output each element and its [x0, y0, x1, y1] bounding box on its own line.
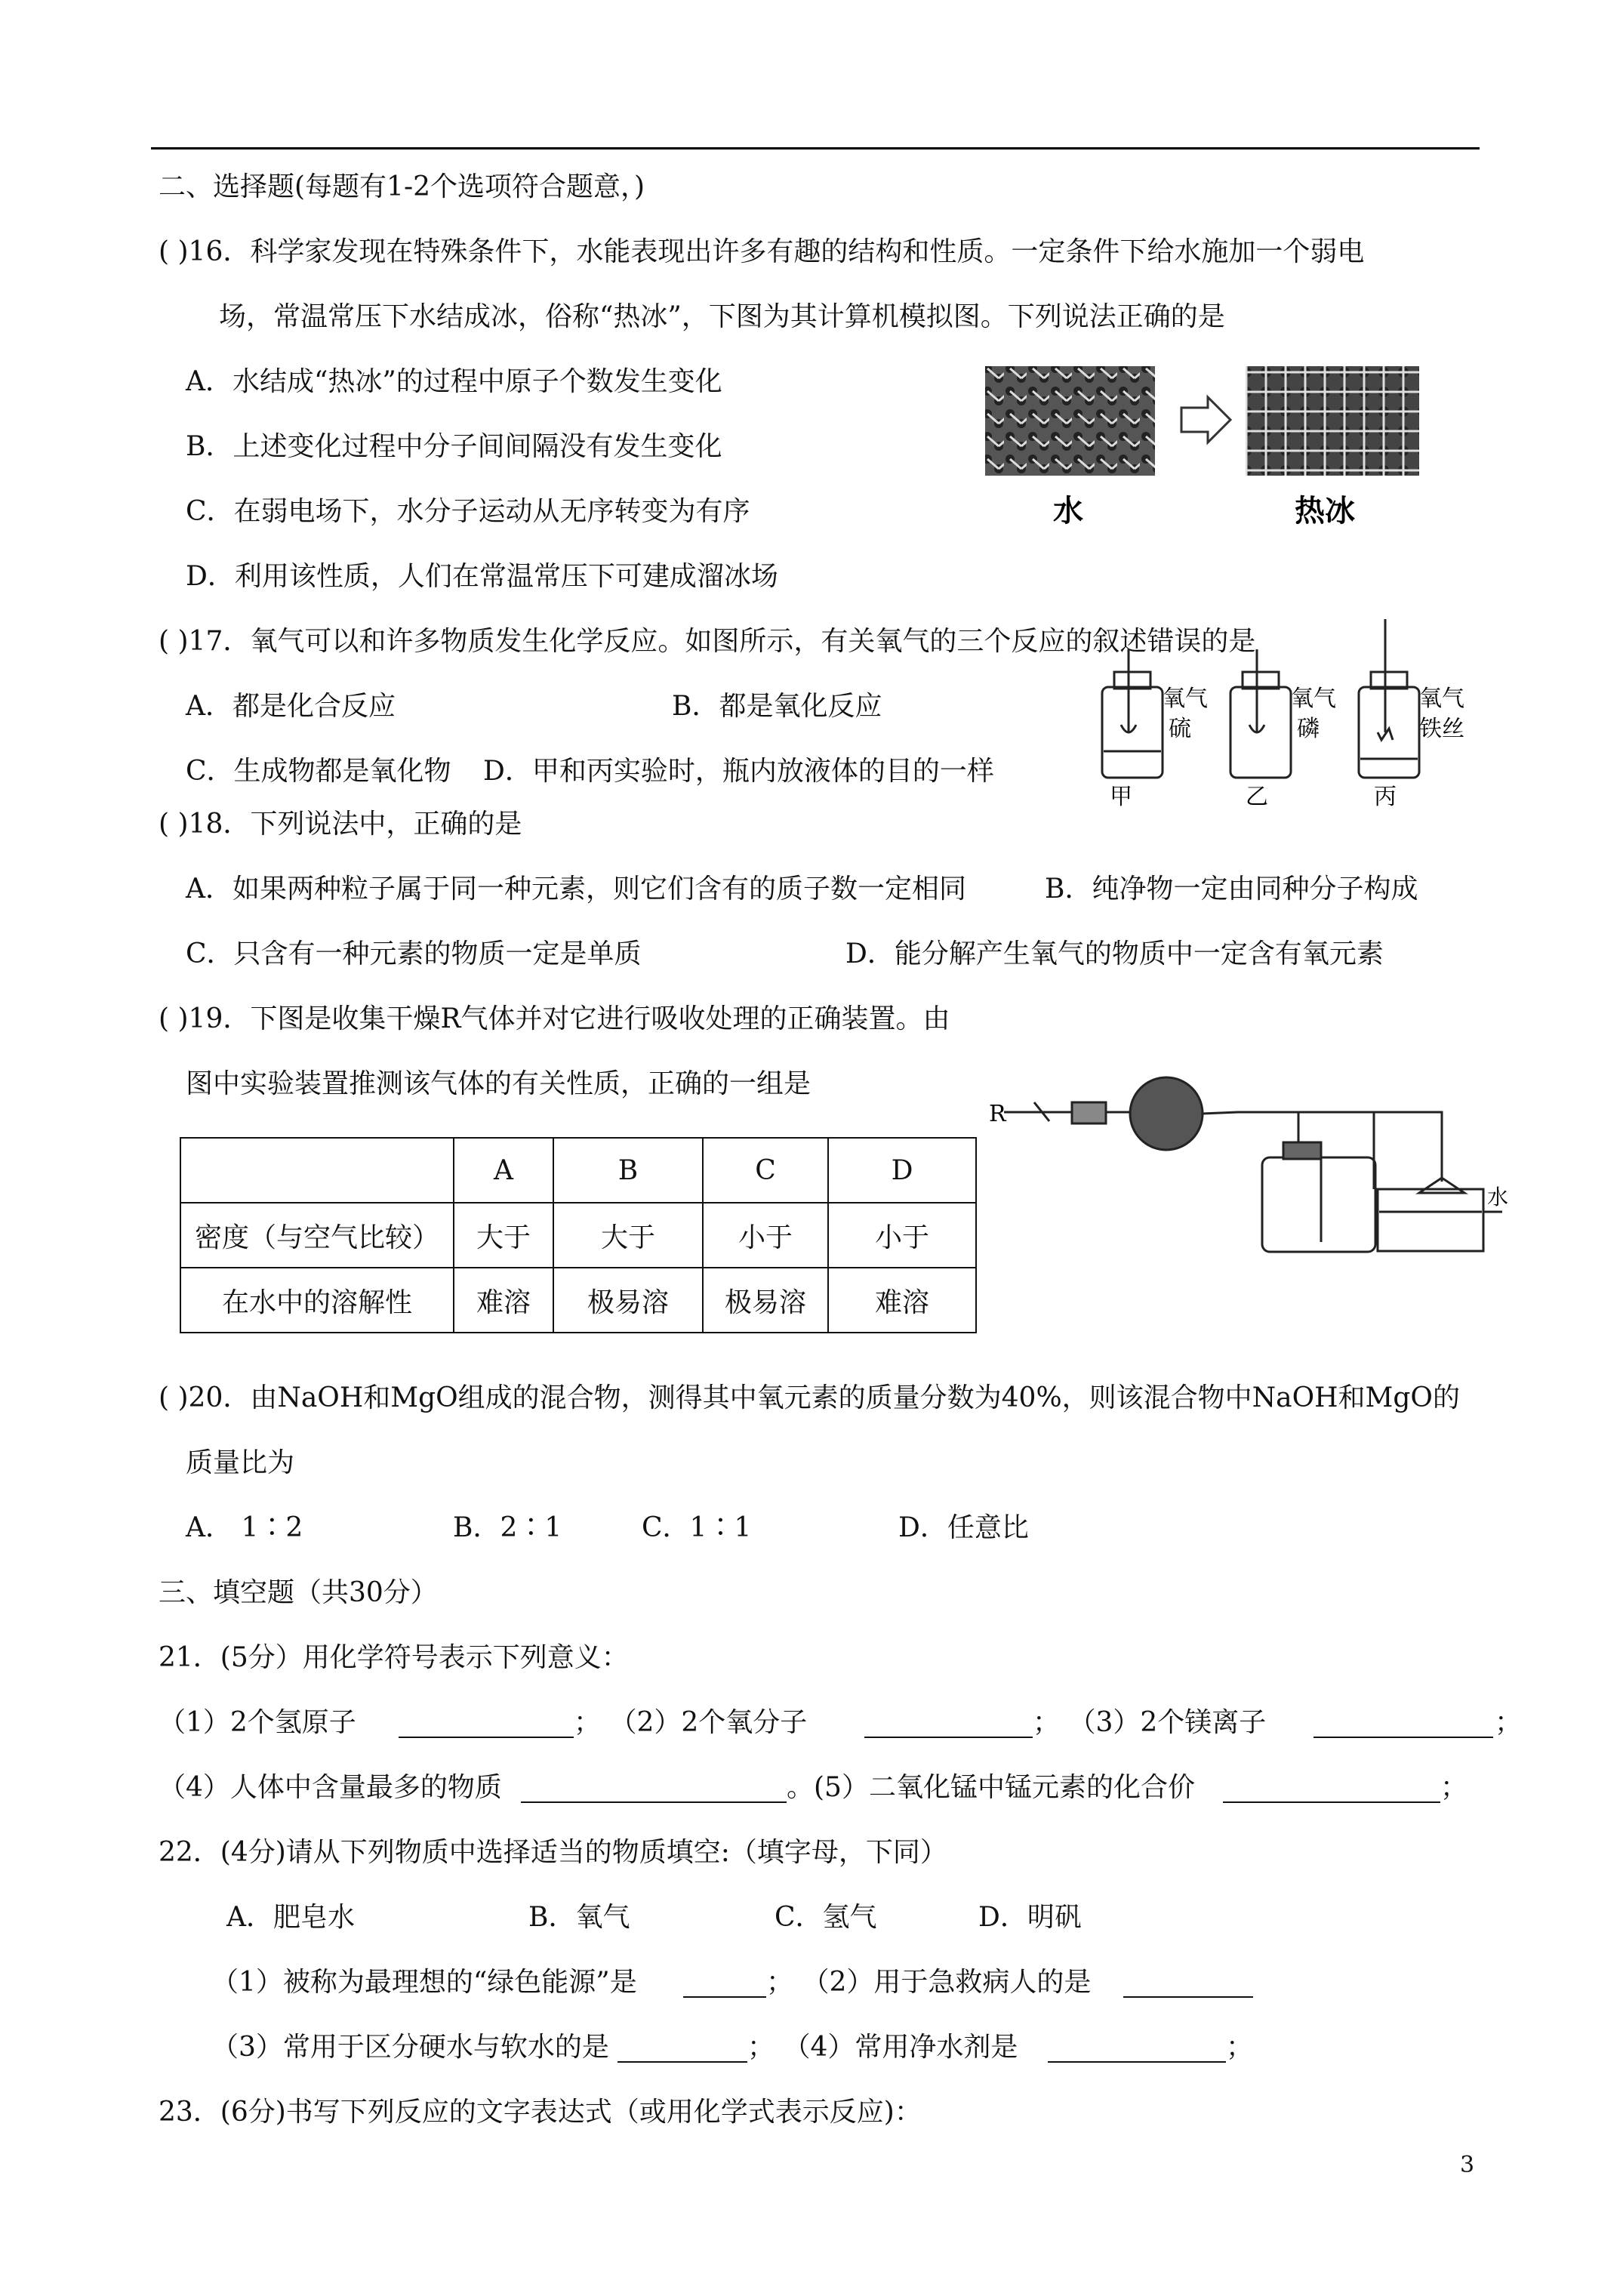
table-header-row: [180, 1138, 976, 1203]
table-cell: B: [553, 1138, 703, 1203]
q21-part3-end: ；: [1495, 1707, 1523, 1738]
q22-blank-4[interactable]: [1048, 2061, 1226, 2063]
q20-option-d: D．任意比: [898, 1512, 1029, 1543]
q16-option-d: D．利用该性质，人们在常温常压下可建成溜冰场: [186, 561, 778, 592]
fig-gas-r-label: R: [989, 1101, 1006, 1127]
q22-subquestion-1: （1）被称为最理想的“绿色能源”是: [211, 1967, 637, 1998]
q16-option-b: B．上述变化过程中分子间间隔没有发生变化: [186, 431, 722, 462]
table-cell: 极易溶: [553, 1268, 703, 1333]
fig-water-label: 水: [1487, 1185, 1509, 1210]
fig-label-hot-ice: 热冰: [1295, 494, 1355, 529]
jar1-substance-label: 硫: [1169, 716, 1191, 742]
jar3-gas-label: 氧气: [1419, 686, 1464, 712]
table-cell: [180, 1138, 454, 1203]
q17-stem: ( )17．氧气可以和许多物质发生化学反应。如图所示，有关氧气的三个反应的叙述错误的是: [159, 626, 1256, 657]
water-simulation-image: [985, 366, 1155, 476]
fig-label-water: 水: [1053, 494, 1083, 529]
q21-part3: ； （3）2个镁离子: [1033, 1707, 1267, 1738]
q17-option-b: B．都是氧化反应: [672, 691, 882, 722]
q20-stem-line1: ( )20．由NaOH和MgO组成的混合物，测得其中氧元素的质量分数为40%，则该混合物中NaOH和MgO的: [159, 1382, 1460, 1413]
q17-option-c: C．生成物都是氧化物: [186, 756, 451, 787]
q22-subquestion-2: ； （2）用于急救病人的是: [766, 1967, 1092, 1998]
jar2-name: 乙: [1246, 784, 1268, 808]
q22-subquestion-3: （3）常用于区分硬水与软水的是: [211, 2032, 609, 2063]
q16-stem-line2: 场，常温常压下水结成冰，俗称“热冰”，下图为其计算机模拟图。下列说法正确的是: [219, 301, 1225, 332]
q22-blank-1[interactable]: [683, 1996, 766, 1998]
q19-stem-line2: 图中实验装置推测该气体的有关性质，正确的一组是: [186, 1068, 812, 1099]
q20-option-b: B．2∶1: [453, 1512, 562, 1543]
q18-option-a: A．如果两种粒子属于同一种元素，则它们含有的质子数一定相同: [186, 874, 966, 905]
table-cell: 难溶: [454, 1268, 553, 1333]
q22-option-a: A．肥皂水: [226, 1902, 355, 1933]
jar2-substance-label: 磷: [1297, 716, 1320, 742]
q20-stem-line2: 质量比为: [186, 1447, 295, 1478]
q19-property-table: [180, 1137, 977, 1333]
table-cell: 大于: [553, 1203, 703, 1268]
q22-option-b: B．氧气: [528, 1902, 630, 1933]
q19-stem-line1: ( )19．下图是收集干燥R气体并对它进行吸收处理的正确装置。由: [159, 1003, 950, 1034]
hot-ice-simulation-image: [1246, 366, 1419, 476]
table-cell: D: [828, 1138, 976, 1203]
q20-option-a: A． 1∶2: [186, 1512, 303, 1543]
q16-stem-line1: ( )16．科学家发现在特殊条件下，水能表现出许多有趣的结构和性质。一定条件下给水施加一个弱电: [159, 236, 1365, 267]
table-cell: 极易溶: [703, 1268, 828, 1333]
q22-option-c: C．氢气: [775, 1902, 877, 1933]
jar3-name: 丙: [1374, 784, 1397, 808]
top-rule: [151, 147, 1480, 149]
table-cell: 大于: [454, 1203, 553, 1268]
q22-subquestion-4: ； （4）常用净水剂是: [747, 2032, 1018, 2063]
q19-gas-apparatus-figure: [981, 1068, 1510, 1257]
q21-blank-5[interactable]: [1223, 1801, 1440, 1803]
jar3-substance-label: 铁丝: [1419, 716, 1464, 742]
page-number: 3: [1460, 2152, 1475, 2178]
q16-option-c: C．在弱电场下，水分子运动从无序转变为有序: [186, 496, 750, 527]
q18-option-b: B．纯净物一定由同种分子构成: [1045, 874, 1418, 905]
section2-title: 二、选择题(每题有1-2个选项符合题意，): [159, 171, 645, 202]
q21-part4: （4）人体中含量最多的物质: [159, 1772, 502, 1803]
table-cell: 小于: [703, 1203, 828, 1268]
arrow-right-icon: [1181, 397, 1230, 442]
table-cell: 在水中的溶解性: [180, 1268, 454, 1333]
q21-part5: 。(5）二氧化锰中锰元素的化合价: [787, 1772, 1195, 1803]
q20-option-c: C．1∶1: [642, 1512, 752, 1543]
q17-oxygen-jars-figure: [1087, 619, 1495, 808]
q21-stem: 21．(5分）用化学符号表示下列意义：: [159, 1642, 629, 1673]
q16-option-a: A．水结成“热冰”的过程中原子个数发生变化: [186, 366, 722, 397]
section3-title: 三、填空题（共30分）: [159, 1577, 438, 1608]
jar1-gas-label: 氧气: [1163, 686, 1208, 712]
q21-blank-1[interactable]: [399, 1737, 574, 1738]
table-row: [180, 1268, 976, 1333]
q21-blank-2[interactable]: [864, 1737, 1033, 1738]
q22-subquestion-4-end: ；: [1226, 2032, 1254, 2063]
q21-part5-end: ；: [1440, 1772, 1468, 1803]
table-row: [180, 1203, 976, 1268]
jar2-gas-label: 氧气: [1291, 686, 1336, 712]
jar1-name: 甲: [1110, 784, 1132, 808]
q21-blank-4[interactable]: [521, 1801, 787, 1803]
table-cell: 密度（与空气比较）: [180, 1203, 454, 1268]
table-cell: C: [703, 1138, 828, 1203]
q22-option-d: D．明矾: [978, 1902, 1082, 1933]
q18-option-c: C．只含有一种元素的物质一定是单质: [186, 938, 642, 969]
q21-blank-3[interactable]: [1313, 1737, 1493, 1738]
q21-part2: ； （2）2个氧分子: [574, 1707, 808, 1738]
table-cell: 小于: [828, 1203, 976, 1268]
q18-stem: ( )18．下列说法中，正确的是: [159, 809, 522, 840]
q22-stem: 22．(4分)请从下列物质中选择适当的物质填空:（填字母，下同）: [159, 1837, 947, 1868]
q22-blank-2[interactable]: [1123, 1996, 1253, 1998]
q17-option-d: D．甲和丙实验时，瓶内放液体的目的一样: [483, 756, 994, 787]
q18-option-d: D．能分解产生氧气的物质中一定含有氧元素: [845, 938, 1384, 969]
q17-option-a: A．都是化合反应: [186, 691, 396, 722]
q23-stem: 23．(6分)书写下列反应的文字表达式（或用化学式表示反应)：: [159, 2097, 922, 2128]
q21-part1: （1）2个氢原子: [159, 1707, 356, 1738]
table-cell: A: [454, 1138, 553, 1203]
q22-blank-3[interactable]: [617, 2061, 747, 2063]
table-cell: 难溶: [828, 1268, 976, 1333]
q16-hot-ice-figure: [981, 362, 1434, 544]
